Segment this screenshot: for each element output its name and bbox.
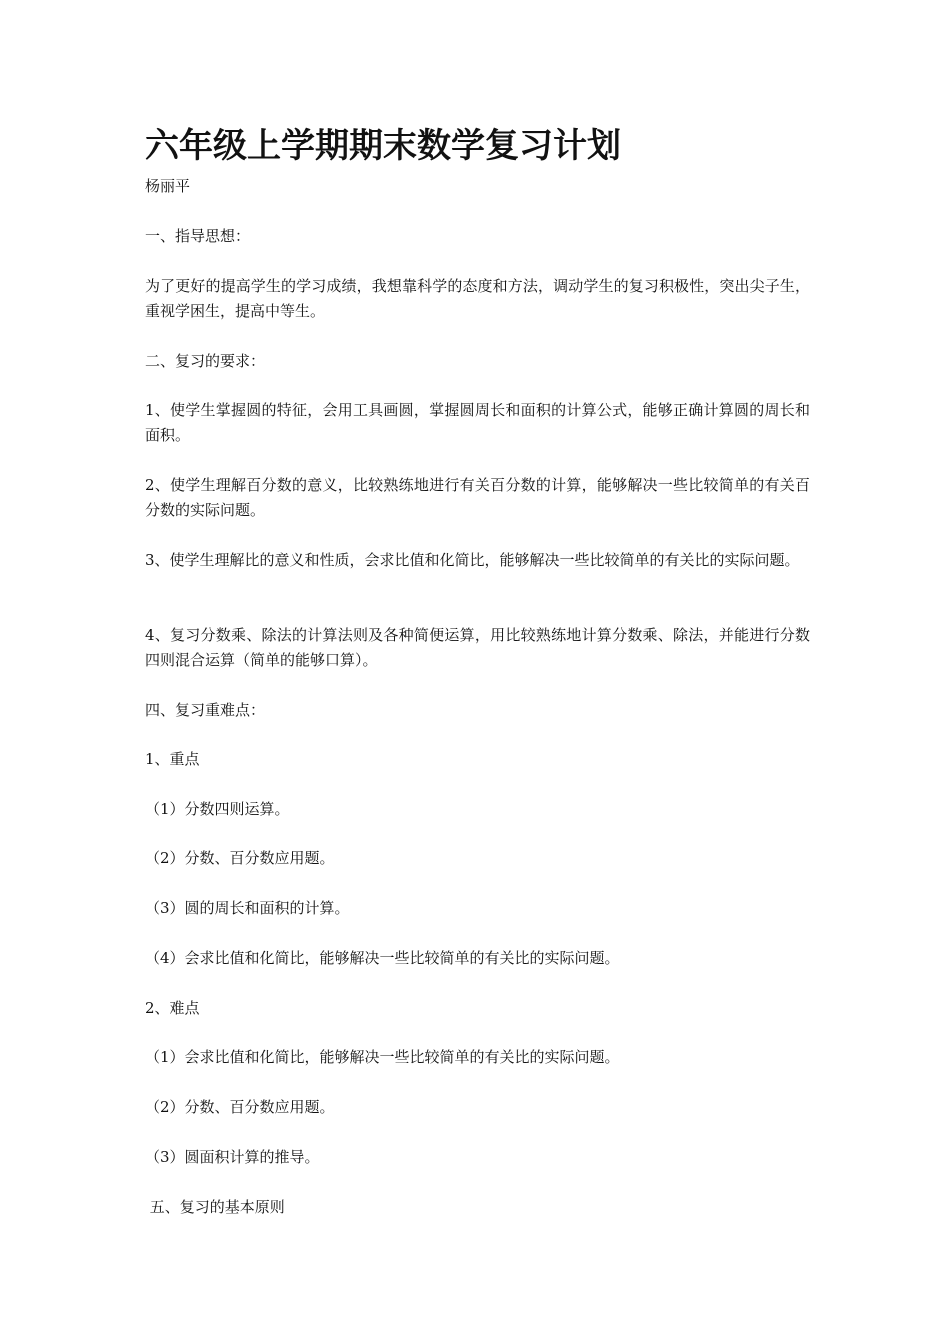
section-heading-requirements: 二、复习的要求： — [145, 352, 266, 370]
requirement-4: 4、复习分数乘、除法的计算法则及各种简便运算，用比较熟练地计算分数乘、除法，并能进行分数四则混合运算（简单的能够口算）。 — [145, 626, 810, 669]
document-title: 六年级上学期期末数学复习计划 — [145, 126, 621, 166]
requirement-1: 1、使学生掌握圆的特征，会用工具画圆，掌握圆周长和面积的计算公式，能够正确计算圆的周长和面积。 — [145, 401, 810, 444]
section-heading-key-difficult-points: 四、复习重难点： — [145, 701, 266, 719]
key-point-item: （3）圆的周长和面积的计算。 — [145, 899, 350, 917]
author-name: 杨丽平 — [145, 177, 191, 195]
section-heading-basic-principles: 五、复习的基本原则 — [145, 1198, 285, 1216]
key-point-item: （1）分数四则运算。 — [145, 800, 290, 818]
requirement-3: 3、使学生理解比的意义和性质，会求比值和化简比，能够解决一些比较简单的有关比的实际问题。 — [145, 551, 800, 569]
key-point-item: （2）分数、百分数应用题。 — [145, 849, 335, 867]
difficult-point-item: （3）圆面积计算的推导。 — [145, 1148, 320, 1166]
difficult-points-heading: 2、难点 — [145, 999, 200, 1017]
requirement-2: 2、使学生理解百分数的意义，比较熟练地进行有关百分数的计算，能够解决一些比较简单的有关百分数的实际问题。 — [145, 476, 810, 519]
key-point-item: （4）会求比值和化简比，能够解决一些比较简单的有关比的实际问题。 — [145, 949, 620, 967]
difficult-point-item: （2）分数、百分数应用题。 — [145, 1098, 335, 1116]
guiding-idea-paragraph: 为了更好的提高学生的学习成绩，我想靠科学的态度和方法，调动学生的复习积极性，突出尖子生，重视学困生，提高中等生。 — [145, 277, 810, 320]
difficult-point-item: （1）会求比值和化简比，能够解决一些比较简单的有关比的实际问题。 — [145, 1048, 620, 1066]
key-points-heading: 1、重点 — [145, 750, 200, 768]
section-heading-guiding-idea: 一、指导思想： — [145, 227, 251, 245]
